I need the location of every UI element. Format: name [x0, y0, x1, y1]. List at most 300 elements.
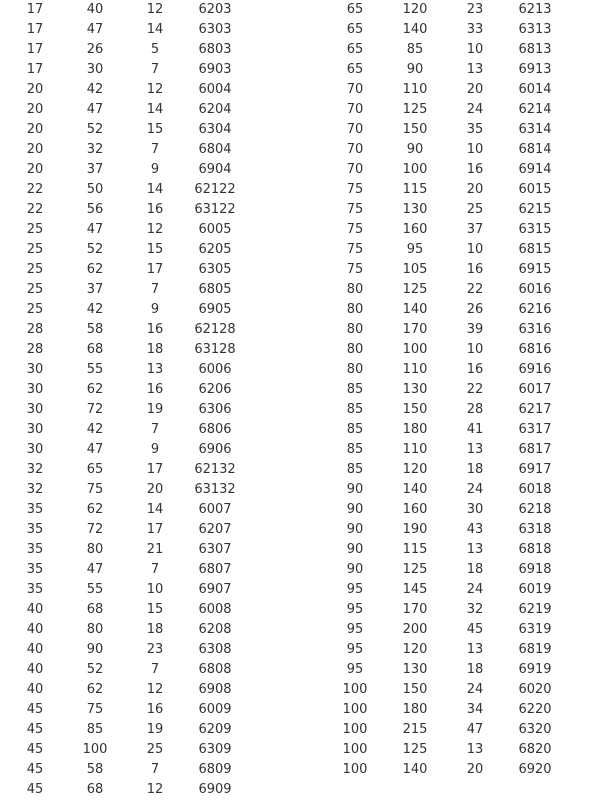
table-row [0, 580, 240, 600]
inner-diameter-cell: 80 [346, 302, 364, 317]
inner-diameter-cell: 40 [26, 642, 44, 657]
outer-diameter-cell: 72 [86, 522, 104, 537]
bearing-number-cell: 6809 [198, 762, 232, 777]
table-row [322, 80, 562, 100]
bearing-number-cell: 63132 [194, 482, 236, 497]
bearing-number-cell: 6207 [198, 522, 232, 537]
inner-diameter-cell: 32 [26, 462, 44, 477]
width-cell: 12 [146, 222, 164, 237]
width-cell: 20 [466, 82, 484, 97]
bearing-number-cell: 6316 [518, 322, 552, 337]
width-cell: 28 [466, 402, 484, 417]
bearing-number-cell: 62122 [194, 182, 236, 197]
table-row [322, 720, 562, 740]
bearing-number-cell: 6805 [198, 282, 232, 297]
outer-diameter-cell: 105 [402, 262, 428, 277]
outer-diameter-cell: 125 [402, 742, 428, 757]
table-row [0, 520, 240, 540]
bearing-number-cell: 6219 [518, 602, 552, 617]
width-cell: 21 [146, 542, 164, 557]
width-cell: 34 [466, 702, 484, 717]
inner-diameter-cell: 85 [346, 382, 364, 397]
table-row [322, 420, 562, 440]
table-row [322, 600, 562, 620]
bearing-number-cell: 63122 [194, 202, 236, 217]
bearing-number-cell: 6903 [198, 62, 232, 77]
bearing-number-cell: 6818 [518, 542, 552, 557]
outer-diameter-cell: 42 [86, 422, 104, 437]
bearing-number-cell: 6813 [518, 42, 552, 57]
bearing-number-cell: 6014 [518, 82, 552, 97]
bearing-number-cell: 6320 [518, 722, 552, 737]
outer-diameter-cell: 47 [86, 22, 104, 37]
table-row [322, 160, 562, 180]
outer-diameter-cell: 90 [406, 142, 424, 157]
outer-diameter-cell: 190 [402, 522, 428, 537]
inner-diameter-cell: 35 [26, 502, 44, 517]
width-cell: 30 [466, 502, 484, 517]
outer-diameter-cell: 47 [86, 562, 104, 577]
outer-diameter-cell: 47 [86, 442, 104, 457]
width-cell: 20 [466, 182, 484, 197]
table-row [0, 680, 240, 700]
inner-diameter-cell: 75 [346, 222, 364, 237]
inner-diameter-cell: 35 [26, 542, 44, 557]
table-row [0, 80, 240, 100]
table-row [322, 540, 562, 560]
width-cell: 14 [146, 22, 164, 37]
width-cell: 22 [466, 282, 484, 297]
bearing-number-cell: 6816 [518, 342, 552, 357]
table-row [0, 660, 240, 680]
outer-diameter-cell: 180 [402, 702, 428, 717]
inner-diameter-cell: 70 [346, 82, 364, 97]
width-cell: 9 [150, 162, 160, 177]
inner-diameter-cell: 85 [346, 422, 364, 437]
table-row [322, 700, 562, 720]
bearing-number-cell: 6208 [198, 622, 232, 637]
bearing-number-cell: 6309 [198, 742, 232, 757]
width-cell: 5 [150, 42, 160, 57]
inner-diameter-cell: 30 [26, 402, 44, 417]
bearing-number-cell: 6315 [518, 222, 552, 237]
outer-diameter-cell: 68 [86, 342, 104, 357]
outer-diameter-cell: 140 [402, 22, 428, 37]
table-row [0, 640, 240, 660]
outer-diameter-cell: 30 [86, 62, 104, 77]
width-cell: 16 [466, 262, 484, 277]
bearing-number-cell: 6817 [518, 442, 552, 457]
outer-diameter-cell: 120 [402, 462, 428, 477]
table-row [0, 360, 240, 380]
bearing-table-right [322, 0, 562, 780]
outer-diameter-cell: 58 [86, 322, 104, 337]
width-cell: 22 [466, 382, 484, 397]
inner-diameter-cell: 75 [346, 242, 364, 257]
width-cell: 16 [466, 162, 484, 177]
outer-diameter-cell: 140 [402, 762, 428, 777]
width-cell: 15 [146, 242, 164, 257]
inner-diameter-cell: 22 [26, 182, 44, 197]
bearing-number-cell: 6214 [518, 102, 552, 117]
inner-diameter-cell: 28 [26, 342, 44, 357]
inner-diameter-cell: 35 [26, 522, 44, 537]
bearing-number-cell: 6008 [198, 602, 232, 617]
width-cell: 26 [466, 302, 484, 317]
inner-diameter-cell: 95 [346, 622, 364, 637]
table-row [322, 140, 562, 160]
bearing-number-cell: 6204 [198, 102, 232, 117]
width-cell: 10 [466, 142, 484, 157]
width-cell: 7 [150, 282, 160, 297]
bearing-number-cell: 6808 [198, 662, 232, 677]
bearing-number-cell: 6919 [518, 662, 552, 677]
table-row [322, 460, 562, 480]
bearing-number-cell: 6015 [518, 182, 552, 197]
bearing-number-cell: 6319 [518, 622, 552, 637]
table-row [0, 20, 240, 40]
outer-diameter-cell: 62 [86, 382, 104, 397]
bearing-number-cell: 6017 [518, 382, 552, 397]
bearing-number-cell: 6218 [518, 502, 552, 517]
width-cell: 18 [146, 342, 164, 357]
table-row [0, 420, 240, 440]
width-cell: 13 [466, 642, 484, 657]
width-cell: 19 [146, 722, 164, 737]
width-cell: 7 [150, 62, 160, 77]
table-row [322, 60, 562, 80]
outer-diameter-cell: 125 [402, 282, 428, 297]
outer-diameter-cell: 110 [402, 442, 428, 457]
table-row [0, 240, 240, 260]
bearing-number-cell: 6819 [518, 642, 552, 657]
width-cell: 25 [466, 202, 484, 217]
table-row [322, 620, 562, 640]
table-row [0, 100, 240, 120]
table-row [0, 620, 240, 640]
outer-diameter-cell: 85 [406, 42, 424, 57]
bearing-number-cell: 6020 [518, 682, 552, 697]
inner-diameter-cell: 35 [26, 562, 44, 577]
width-cell: 14 [146, 502, 164, 517]
width-cell: 9 [150, 442, 160, 457]
table-row [322, 480, 562, 500]
width-cell: 18 [146, 622, 164, 637]
outer-diameter-cell: 55 [86, 362, 104, 377]
inner-diameter-cell: 65 [346, 2, 364, 17]
inner-diameter-cell: 17 [26, 42, 44, 57]
table-row [322, 660, 562, 680]
inner-diameter-cell: 70 [346, 102, 364, 117]
bearing-number-cell: 6019 [518, 582, 552, 597]
table-row [0, 600, 240, 620]
table-row [322, 760, 562, 780]
inner-diameter-cell: 20 [26, 82, 44, 97]
inner-diameter-cell: 40 [26, 602, 44, 617]
width-cell: 16 [146, 702, 164, 717]
outer-diameter-cell: 62 [86, 682, 104, 697]
inner-diameter-cell: 45 [26, 722, 44, 737]
inner-diameter-cell: 100 [342, 722, 368, 737]
outer-diameter-cell: 47 [86, 102, 104, 117]
inner-diameter-cell: 28 [26, 322, 44, 337]
inner-diameter-cell: 80 [346, 322, 364, 337]
bearing-number-cell: 6906 [198, 442, 232, 457]
width-cell: 7 [150, 422, 160, 437]
inner-diameter-cell: 100 [342, 742, 368, 757]
table-row [322, 520, 562, 540]
outer-diameter-cell: 140 [402, 302, 428, 317]
inner-diameter-cell: 70 [346, 122, 364, 137]
width-cell: 10 [146, 582, 164, 597]
table-row [0, 180, 240, 200]
width-cell: 20 [146, 482, 164, 497]
inner-diameter-cell: 95 [346, 582, 364, 597]
table-row [0, 200, 240, 220]
bearing-number-cell: 6203 [198, 2, 232, 17]
outer-diameter-cell: 62 [86, 262, 104, 277]
width-cell: 35 [466, 122, 484, 137]
table-row [322, 20, 562, 40]
inner-diameter-cell: 95 [346, 662, 364, 677]
table-row [322, 300, 562, 320]
width-cell: 7 [150, 762, 160, 777]
width-cell: 10 [466, 242, 484, 257]
bearing-number-cell: 6305 [198, 262, 232, 277]
outer-diameter-cell: 160 [402, 222, 428, 237]
bearing-number-cell: 6215 [518, 202, 552, 217]
outer-diameter-cell: 72 [86, 402, 104, 417]
bearing-number-cell: 6314 [518, 122, 552, 137]
inner-diameter-cell: 90 [346, 562, 364, 577]
width-cell: 13 [146, 362, 164, 377]
inner-diameter-cell: 100 [342, 682, 368, 697]
bearing-number-cell: 6905 [198, 302, 232, 317]
table-row [322, 640, 562, 660]
width-cell: 24 [466, 582, 484, 597]
outer-diameter-cell: 110 [402, 362, 428, 377]
outer-diameter-cell: 150 [402, 402, 428, 417]
bearing-number-cell: 6909 [198, 782, 232, 797]
bearing-number-cell: 6216 [518, 302, 552, 317]
inner-diameter-cell: 45 [26, 742, 44, 757]
table-row [322, 0, 562, 20]
bearing-number-cell: 6004 [198, 82, 232, 97]
inner-diameter-cell: 30 [26, 422, 44, 437]
width-cell: 19 [146, 402, 164, 417]
outer-diameter-cell: 68 [86, 602, 104, 617]
width-cell: 18 [466, 562, 484, 577]
table-row [322, 740, 562, 760]
bearing-number-cell: 6308 [198, 642, 232, 657]
bearing-number-cell: 62132 [194, 462, 236, 477]
width-cell: 23 [466, 2, 484, 17]
width-cell: 13 [466, 442, 484, 457]
bearing-number-cell: 6815 [518, 242, 552, 257]
width-cell: 7 [150, 142, 160, 157]
outer-diameter-cell: 47 [86, 222, 104, 237]
width-cell: 18 [466, 462, 484, 477]
bearing-number-cell: 6908 [198, 682, 232, 697]
width-cell: 7 [150, 562, 160, 577]
inner-diameter-cell: 45 [26, 782, 44, 797]
width-cell: 23 [146, 642, 164, 657]
inner-diameter-cell: 32 [26, 482, 44, 497]
bearing-number-cell: 6220 [518, 702, 552, 717]
width-cell: 12 [146, 682, 164, 697]
width-cell: 9 [150, 302, 160, 317]
table-row [0, 140, 240, 160]
bearing-number-cell: 6803 [198, 42, 232, 57]
outer-diameter-cell: 62 [86, 502, 104, 517]
width-cell: 13 [466, 62, 484, 77]
inner-diameter-cell: 45 [26, 702, 44, 717]
width-cell: 17 [146, 462, 164, 477]
table-row [0, 320, 240, 340]
outer-diameter-cell: 42 [86, 82, 104, 97]
outer-diameter-cell: 58 [86, 762, 104, 777]
width-cell: 45 [466, 622, 484, 637]
width-cell: 47 [466, 722, 484, 737]
table-row [0, 400, 240, 420]
table-row [0, 40, 240, 60]
width-cell: 7 [150, 662, 160, 677]
bearing-number-cell: 6318 [518, 522, 552, 537]
table-row [322, 340, 562, 360]
table-row [322, 560, 562, 580]
inner-diameter-cell: 17 [26, 2, 44, 17]
outer-diameter-cell: 130 [402, 662, 428, 677]
table-row [0, 340, 240, 360]
outer-diameter-cell: 150 [402, 122, 428, 137]
outer-diameter-cell: 180 [402, 422, 428, 437]
outer-diameter-cell: 75 [86, 482, 104, 497]
inner-diameter-cell: 25 [26, 302, 44, 317]
bearing-number-cell: 6904 [198, 162, 232, 177]
bearing-number-cell: 6317 [518, 422, 552, 437]
table-row [322, 360, 562, 380]
inner-diameter-cell: 85 [346, 462, 364, 477]
table-row [322, 500, 562, 520]
outer-diameter-cell: 160 [402, 502, 428, 517]
table-row [322, 280, 562, 300]
width-cell: 39 [466, 322, 484, 337]
inner-diameter-cell: 20 [26, 142, 44, 157]
table-row [0, 540, 240, 560]
inner-diameter-cell: 40 [26, 622, 44, 637]
bearing-number-cell: 6918 [518, 562, 552, 577]
bearing-number-cell: 6016 [518, 282, 552, 297]
bearing-number-cell: 6313 [518, 22, 552, 37]
bearing-number-cell: 6804 [198, 142, 232, 157]
bearing-number-cell: 6217 [518, 402, 552, 417]
inner-diameter-cell: 25 [26, 282, 44, 297]
table-body-right [322, 0, 562, 780]
inner-diameter-cell: 25 [26, 242, 44, 257]
table-row [0, 500, 240, 520]
outer-diameter-cell: 32 [86, 142, 104, 157]
inner-diameter-cell: 95 [346, 642, 364, 657]
table-row [0, 0, 240, 20]
inner-diameter-cell: 90 [346, 502, 364, 517]
inner-diameter-cell: 30 [26, 382, 44, 397]
inner-diameter-cell: 75 [346, 202, 364, 217]
outer-diameter-cell: 170 [402, 602, 428, 617]
inner-diameter-cell: 65 [346, 62, 364, 77]
table-row [0, 380, 240, 400]
inner-diameter-cell: 40 [26, 682, 44, 697]
table-row [0, 780, 240, 800]
bearing-number-cell: 6913 [518, 62, 552, 77]
table-row [0, 480, 240, 500]
outer-diameter-cell: 40 [86, 2, 104, 17]
bearing-number-cell: 6304 [198, 122, 232, 137]
inner-diameter-cell: 65 [346, 22, 364, 37]
width-cell: 14 [146, 102, 164, 117]
table-row [0, 120, 240, 140]
width-cell: 43 [466, 522, 484, 537]
bearing-number-cell: 6807 [198, 562, 232, 577]
bearing-number-cell: 6005 [198, 222, 232, 237]
inner-diameter-cell: 75 [346, 182, 364, 197]
table-row [0, 720, 240, 740]
inner-diameter-cell: 65 [346, 42, 364, 57]
bearing-number-cell: 63128 [194, 342, 236, 357]
outer-diameter-cell: 170 [402, 322, 428, 337]
width-cell: 12 [146, 82, 164, 97]
inner-diameter-cell: 25 [26, 262, 44, 277]
table-body-left [0, 0, 240, 800]
bearing-table-left [0, 0, 240, 800]
inner-diameter-cell: 100 [342, 762, 368, 777]
outer-diameter-cell: 100 [402, 162, 428, 177]
bearing-number-cell: 6920 [518, 762, 552, 777]
outer-diameter-cell: 37 [86, 282, 104, 297]
width-cell: 33 [466, 22, 484, 37]
inner-diameter-cell: 22 [26, 202, 44, 217]
width-cell: 20 [466, 762, 484, 777]
outer-diameter-cell: 90 [86, 642, 104, 657]
bearing-number-cell: 6209 [198, 722, 232, 737]
width-cell: 13 [466, 742, 484, 757]
outer-diameter-cell: 55 [86, 582, 104, 597]
width-cell: 15 [146, 122, 164, 137]
outer-diameter-cell: 52 [86, 242, 104, 257]
bearing-number-cell: 6907 [198, 582, 232, 597]
table-row [0, 440, 240, 460]
outer-diameter-cell: 52 [86, 662, 104, 677]
outer-diameter-cell: 130 [402, 202, 428, 217]
outer-diameter-cell: 85 [86, 722, 104, 737]
bearing-number-cell: 6006 [198, 362, 232, 377]
width-cell: 17 [146, 262, 164, 277]
table-row [322, 240, 562, 260]
table-row [0, 560, 240, 580]
table-row [322, 200, 562, 220]
table-row [322, 400, 562, 420]
table-row [0, 700, 240, 720]
bearing-number-cell: 6915 [518, 262, 552, 277]
inner-diameter-cell: 100 [342, 702, 368, 717]
width-cell: 16 [146, 202, 164, 217]
table-row [0, 260, 240, 280]
table-row [322, 260, 562, 280]
bearing-number-cell: 6306 [198, 402, 232, 417]
table-row [0, 60, 240, 80]
width-cell: 14 [146, 182, 164, 197]
inner-diameter-cell: 80 [346, 342, 364, 357]
outer-diameter-cell: 95 [406, 242, 424, 257]
